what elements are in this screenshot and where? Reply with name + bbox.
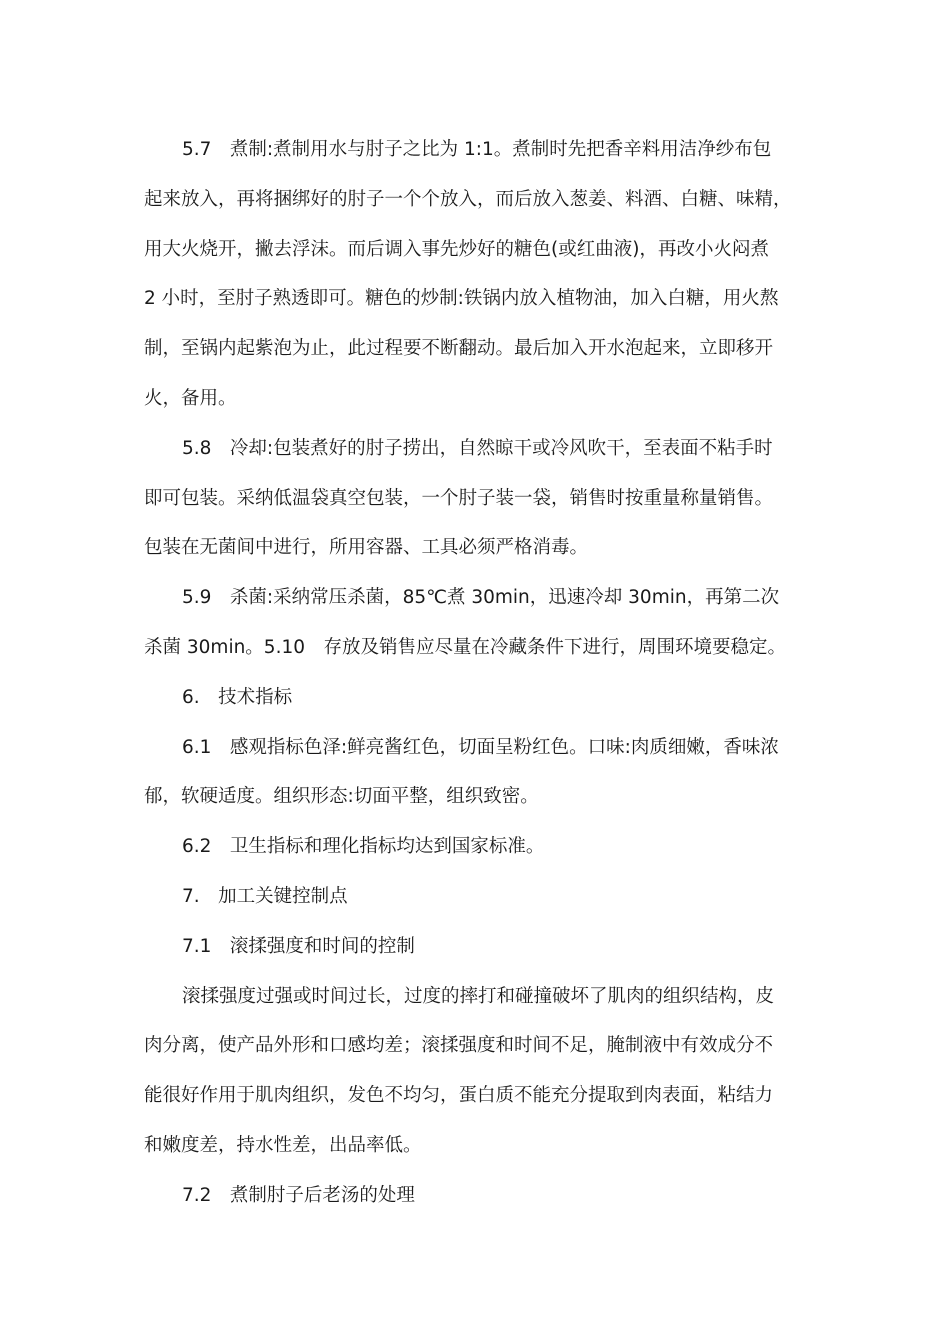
text-line: 滚揉强度过强或时间过长，过度的摔打和碰撞破坏了肌肉的组织结构，皮 [182,985,775,1007]
paragraph-5-7 [144,125,806,424]
text-line: 郁，软硬适度。组织形态:切面平整，组织致密。 [144,786,539,808]
text-line: 起来放入，再将捆绑好的肘子一个个放入，而后放入葱姜、料酒、白糖、味精， [144,188,792,210]
paragraph-7 [144,872,806,922]
paragraph-7-1 [144,922,806,972]
text-line: 6. 技术指标 [182,686,293,708]
text-line: 2 小时，至肘子熟透即可。糖色的炒制:铁锅内放入植物油，加入白糖，用火熬 [144,288,779,310]
paragraph-6-1 [144,723,806,823]
text-line: 肉分离，使产品外形和口感均差；滚揉强度和时间不足，腌制液中有效成分不 [144,1035,774,1057]
text-line: 5.9 杀菌:采纳常压杀菌，85℃煮 30min，迅速冷却 30min，再第二次 [182,587,780,609]
text-line: 5.7 煮制:煮制用水与肘子之比为 1:1。煮制时先把香辛料用洁净纱布包 [182,139,772,160]
text-line: 5.8 冷却:包装煮好的肘子捞出，自然晾干或冷风吹干，至表面不粘手时 [182,437,773,459]
document-body [144,125,806,1221]
text-line: 即可包装。采纳低温袋真空包装，一个肘子装一袋，销售时按重量称量销售。 [144,487,774,509]
paragraph-5-9 [144,573,806,673]
text-line: 制，至锅内起紫泡为止，此过程要不断翻动。最后加入开水泡起来，立即移开 [144,338,774,360]
text-line: 和嫩度差，持水性差，出品率低。 [144,1134,422,1156]
text-line: 火，备用。 [144,387,237,409]
paragraph-5-8 [144,424,806,573]
text-line: 用大火烧开，撇去浮沫。而后调入事先炒好的糖色(或红曲液)，再改小火闷煮 [144,238,769,260]
text-line: 7.2 煮制肘子后老汤的处理 [182,1184,415,1206]
text-line: 7. 加工关键控制点 [182,885,348,907]
paragraph-7-2 [144,1171,806,1221]
text-line: 能很好作用于肌肉组织，发色不均匀，蛋白质不能充分提取到肉表面，粘结力 [144,1085,774,1107]
paragraph-7-1-body [144,972,806,1171]
paragraph-6-2 [144,822,806,872]
text-line: 包装在无菌间中进行，所用容器、工具必须严格消毒。 [144,537,589,559]
paragraph-6 [144,673,806,723]
text-line: 7.1 滚揉强度和时间的控制 [182,935,415,957]
text-line: 杀菌 30min。5.10 存放及销售应尽量在冷藏条件下进行，周围环境要稳定。 [144,636,787,658]
text-line: 6.2 卫生指标和理化指标均达到国家标准。 [182,836,545,858]
text-line: 6.1 感观指标色泽:鲜亮酱红色，切面呈粉红色。口味:肉质细嫩，香味浓 [182,736,779,758]
